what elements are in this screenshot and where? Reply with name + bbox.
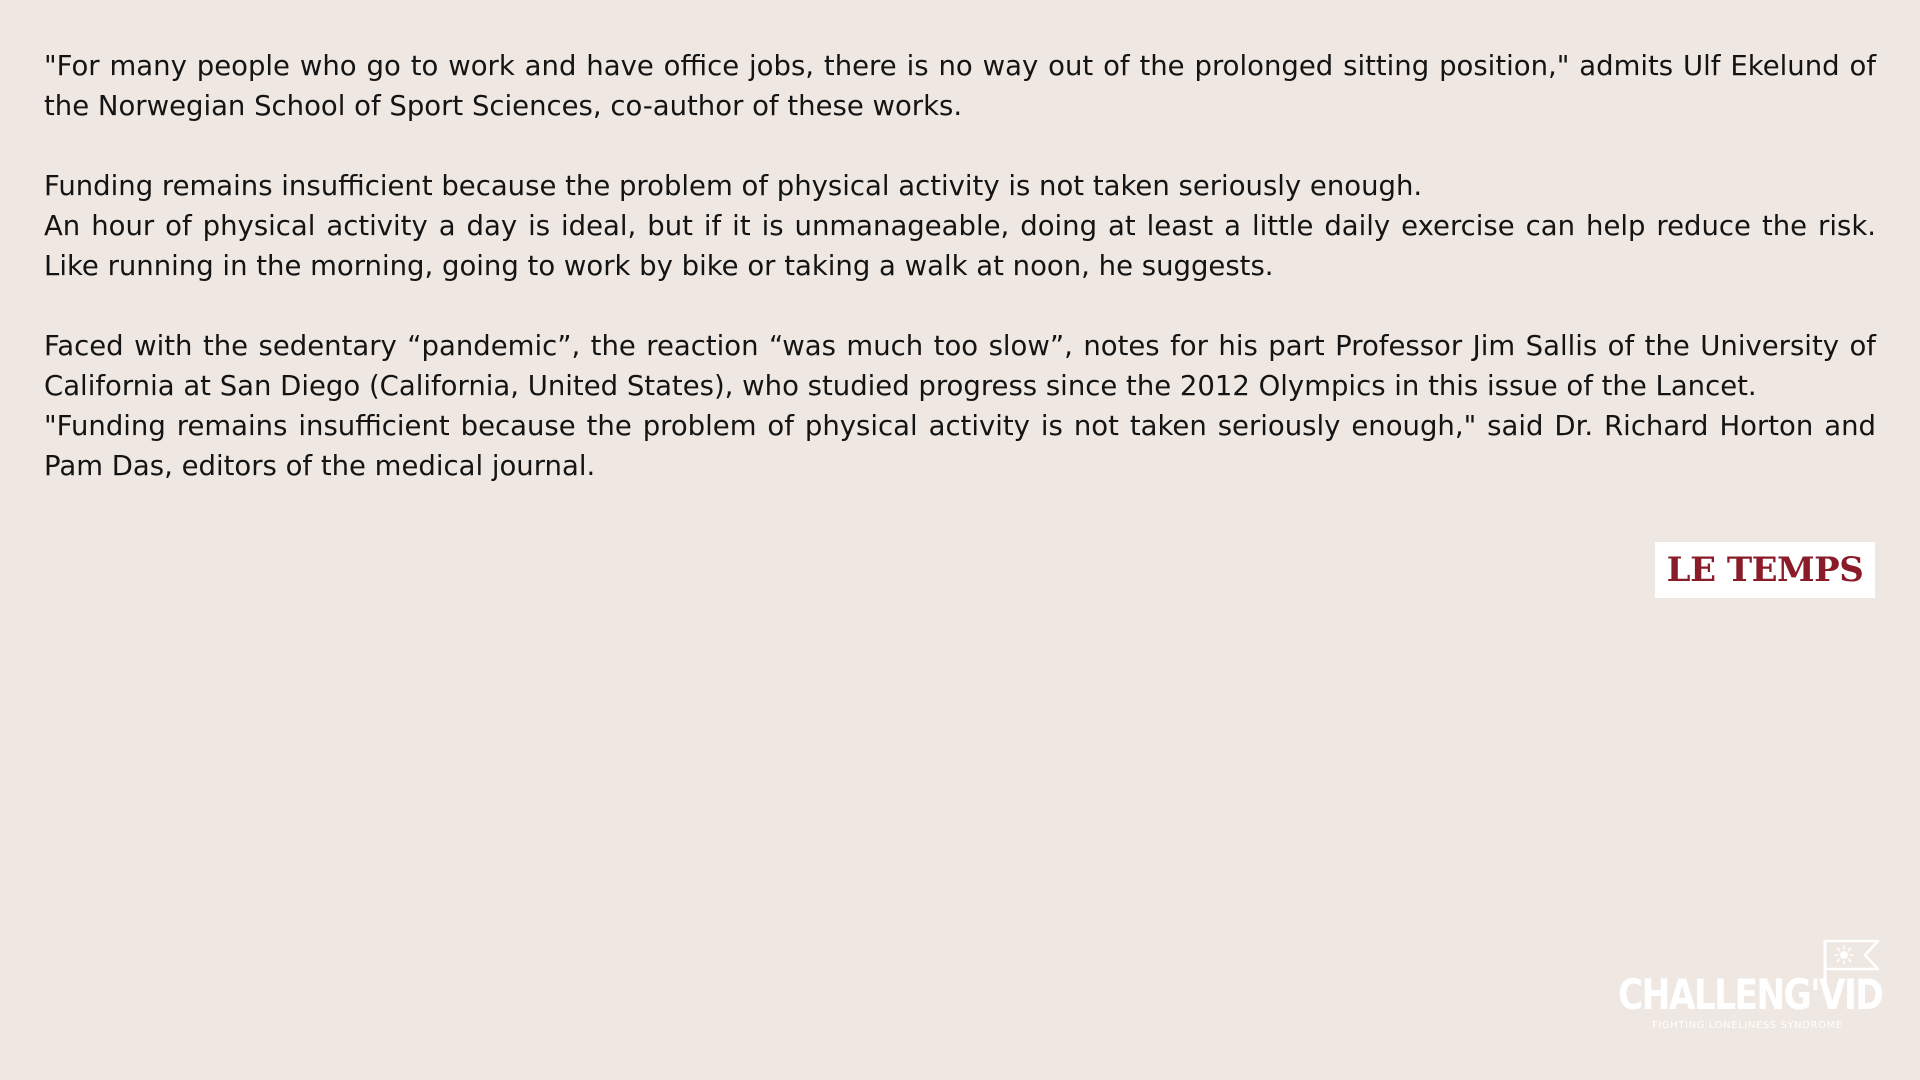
brand-tagline: FIGHTING LONELINESS SYNDROME: [1652, 1020, 1843, 1031]
paragraph-text: "For many people who go to work and have office jobs, there is no way out of the prolonged sitting position," admits Ulf Ekelund of the Norwegian School of Sport Sciences, co-author of these works.: [44, 50, 1876, 122]
article-paragraph-3: [44, 326, 1876, 486]
article-paragraph-2: [44, 166, 1876, 286]
source-logo-text: LE TEMPS: [1666, 550, 1864, 590]
paragraph-text: "Funding remains insufficient because the problem of physical activity is not taken seriously enough," said Dr. Richard Horton and Pam Das, editors of the medical journal.: [44, 410, 1876, 482]
paragraph-text: Funding remains insufficient because the problem of physical activity is not taken seriously enough.: [44, 170, 1423, 202]
paragraph-text: An hour of physical activity a day is ideal, but if it is unmanageable, doing at least a little daily exercise can help reduce the risk. Like running in the morning, going to work by bike or taking a walk at noon, he suggests.: [44, 210, 1876, 282]
challengvid-logo: [1612, 938, 1882, 1038]
paragraph-text: Faced with the sedentary “pandemic”, the reaction “was much too slow”, notes for his part Professor Jim Sallis of the University of California at San Diego (California, United States), who studied progress since the 2012 Olympics in this issue of the Lancet.: [44, 330, 1876, 402]
article-paragraph-1: [44, 46, 1876, 126]
article-body: [44, 46, 1876, 526]
brand-name: CHALLENG'VID: [1618, 970, 1883, 1019]
le-temps-logo: [1655, 542, 1875, 598]
